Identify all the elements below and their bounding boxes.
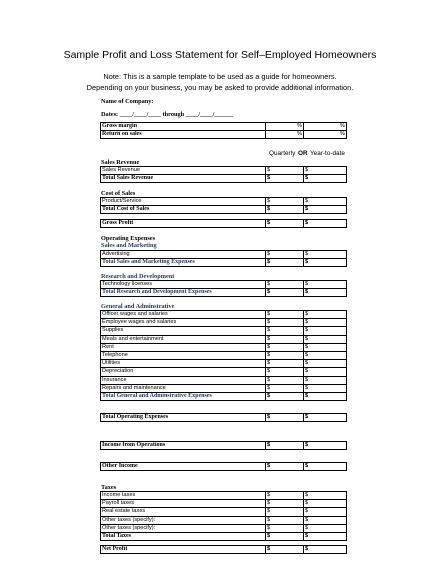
net-profit-table: Net Profit $ $ bbox=[100, 545, 347, 554]
line-item: Utilities bbox=[101, 360, 266, 368]
section-heading: Cost of Sales bbox=[101, 190, 136, 197]
line-item: Repairs and maintenance bbox=[101, 384, 266, 392]
page-title: Sample Profit and Loss Statement for Self–Employed Homeowners bbox=[63, 49, 377, 61]
gross-profit-table: Gross Profit $ $ bbox=[100, 219, 347, 228]
other-income-table: Other Income $ $ bbox=[100, 462, 347, 471]
taxes-table: Income taxes $ $ Payroll taxes $ $ Real estate taxes $ $ Other taxes (specify): $ $ Other taxes (specify): $ $ Total Taxes $ $ bbox=[100, 491, 347, 541]
sales-revenue-table: Sales Revenue $ $ Total Sales Revenue $ $ bbox=[100, 166, 347, 183]
quarterly-header: Quarterly bbox=[269, 150, 296, 157]
total-line: Total Cost of Sales bbox=[101, 206, 266, 214]
income-operations-table: Income from Operations $ $ bbox=[100, 441, 347, 450]
general-admin-table: Officer wages and salaries $ $ Employee wages and salaries $ $ Supplies $ $ Meals and entertainment $ $ Rent $ $ Telephone $ $ Utilities $ $ Depreciation $ $ Insurance $ $ Repairs and maintenance $ $ Total General and Adminstrative Expenses $ $ bbox=[100, 310, 347, 401]
line-item: Telephone bbox=[101, 351, 266, 359]
or-header: OR bbox=[298, 150, 308, 157]
margin-row bbox=[101, 123, 347, 131]
line-item: Sales Revenue bbox=[101, 167, 266, 175]
total-line: Total Taxes bbox=[101, 532, 266, 540]
total-operating-table: Total Operating Expenses $ $ bbox=[100, 413, 347, 422]
line-item: Insurance bbox=[101, 376, 266, 384]
subsection-heading: General and Adminstrative bbox=[101, 303, 175, 310]
research-table: Technology licenses $ $ Total Research and Development Expenses $ $ bbox=[100, 280, 347, 297]
section-heading: Operating Expenses bbox=[101, 235, 156, 242]
other-income-label: Other Income bbox=[101, 463, 266, 471]
margin-row bbox=[101, 131, 347, 139]
dates-label: Dates: ____/____/____ through ____/____/______ bbox=[101, 111, 234, 118]
cost-of-sales-table: Product/Service $ $ Total Cost of Sales $ $ bbox=[100, 197, 347, 214]
section-heading: Sales Revenue bbox=[101, 159, 140, 166]
line-item: Real estate taxes bbox=[101, 508, 266, 516]
gross-profit-label: Gross Profit bbox=[101, 220, 266, 228]
ytd-header: Year-to-date bbox=[310, 150, 345, 157]
total-line: Total Sales Revenue bbox=[101, 175, 266, 183]
section-heading: Taxes bbox=[101, 484, 117, 491]
net-profit-label: Net Profit bbox=[101, 546, 266, 554]
company-label: Name of Company: bbox=[101, 98, 154, 105]
margin-percent: % bbox=[266, 123, 304, 131]
note-line-2: Depending on your business, you may be asked to provide additional information. bbox=[86, 83, 354, 92]
sales-marketing-table: Advertising $ $ Total Sales and Marketing Expenses $ $ bbox=[100, 250, 347, 267]
total-operating-label: Total Operating Expenses bbox=[101, 414, 266, 422]
margin-label: Return on sales bbox=[101, 131, 266, 139]
line-item: Rent bbox=[101, 343, 266, 351]
subsection-heading: Research and Development bbox=[101, 273, 175, 280]
line-item: Meals and entertainment bbox=[101, 335, 266, 343]
line-item: Officer wages and salaries bbox=[101, 311, 266, 319]
line-item: Advertising bbox=[101, 251, 266, 259]
line-item: Other taxes (specify): bbox=[101, 516, 266, 524]
line-item: Employee wages and salaries bbox=[101, 319, 266, 327]
total-line: Total Research and Development Expenses bbox=[101, 289, 266, 297]
margin-percent: % bbox=[304, 123, 347, 131]
line-item: Product/Service bbox=[101, 198, 266, 206]
note-line-1: Note: This is a sample template to be used as a guide for homeowners. bbox=[103, 72, 337, 81]
margin-percent: % bbox=[304, 131, 347, 139]
income-operations-label: Income from Operations bbox=[101, 442, 266, 450]
line-item: Income taxes bbox=[101, 492, 266, 500]
line-item: Technology licenses bbox=[101, 281, 266, 289]
margin-label: Gross margin bbox=[101, 123, 266, 131]
subsection-heading: Sales and Marketing bbox=[101, 242, 157, 249]
total-line: Total General and Adminstrative Expenses bbox=[101, 392, 266, 400]
margin-percent: % bbox=[266, 131, 304, 139]
line-item: Depreciation bbox=[101, 368, 266, 376]
line-item: Payroll taxes bbox=[101, 500, 266, 508]
total-line: Total Sales and Marketing Expenses bbox=[101, 259, 266, 267]
line-item: Other taxes (specify): bbox=[101, 524, 266, 532]
line-item: Supplies bbox=[101, 327, 266, 335]
margin-table bbox=[100, 122, 347, 139]
